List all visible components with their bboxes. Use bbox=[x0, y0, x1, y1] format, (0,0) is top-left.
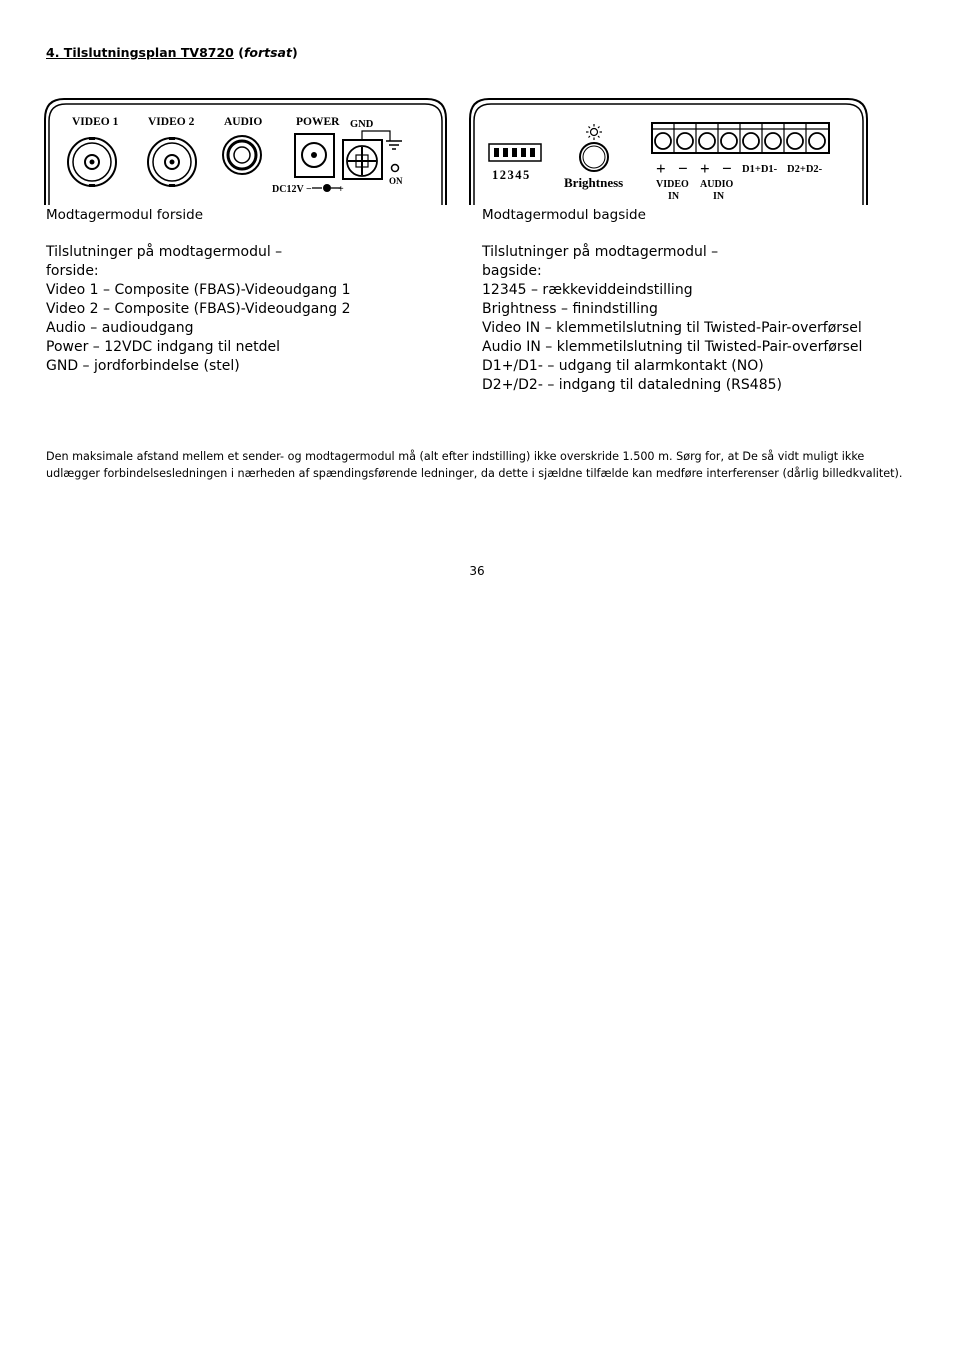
list-item: GND – jordforbindelse (stel) bbox=[46, 358, 240, 374]
power-socket-icon bbox=[295, 134, 334, 177]
terminal-block-icon bbox=[652, 123, 829, 153]
list-item: Brightness – finindstilling bbox=[482, 301, 658, 317]
section-heading: 4. Tilslutningsplan TV8720 (fortsat) bbox=[46, 45, 298, 60]
video2-label: VIDEO 2 bbox=[148, 116, 195, 128]
audio-label: AUDIO bbox=[224, 116, 263, 128]
on-led-icon bbox=[392, 165, 399, 172]
dip-switch-icon bbox=[489, 144, 541, 161]
video1-label: VIDEO 1 bbox=[72, 116, 119, 128]
video1-connector-icon bbox=[68, 137, 116, 187]
front-connections bbox=[46, 243, 466, 376]
back-caption: Modtagermodul bagside bbox=[482, 207, 646, 223]
list-item: D2+/D2- – indgang til dataledning (RS485) bbox=[482, 377, 782, 393]
dc-plus-label: + bbox=[338, 184, 344, 195]
video2-connector-icon bbox=[148, 137, 196, 187]
front-caption: Modtagermodul forside bbox=[46, 207, 204, 223]
d1-label: D1+D1- bbox=[742, 164, 778, 175]
video-minus-label: − bbox=[678, 159, 688, 178]
list-item: Video 1 – Composite (FBAS)-Videoudgang 1 bbox=[46, 282, 351, 298]
audio-jack-icon bbox=[223, 136, 261, 174]
page-number: 36 bbox=[469, 564, 485, 578]
ground-symbol-icon bbox=[386, 141, 402, 149]
d2-label: D2+D2- bbox=[787, 164, 823, 175]
audio-in-label: AUDIO bbox=[700, 179, 734, 190]
list-item: D1+/D1- – udgang til alarmkontakt (NO) bbox=[482, 358, 764, 374]
list-item: Video IN – klemmetilslutning til Twisted-Pair-overførsel bbox=[482, 320, 862, 336]
video-in-sub-label: IN bbox=[668, 191, 680, 202]
back-panel-diagram bbox=[469, 97, 869, 207]
power-label: POWER bbox=[296, 116, 340, 128]
list-item: Video 2 – Composite (FBAS)-Videoudgang 2 bbox=[46, 301, 351, 317]
section-suffix: fortsat bbox=[243, 45, 292, 60]
front-panel-diagram bbox=[44, 97, 448, 207]
polarity-symbol-icon bbox=[312, 184, 341, 192]
back-connections bbox=[482, 243, 922, 395]
distance-note: Den maksimale afstand mellem et sender- og modtagermodul må (alt efter indstilling) ikke overskride 1.500 m. Sørg for, at De så vidt muligt ikke udlægger forbindelsesledningen i nærheden af spændingsførende ledninger, da dette i sjældne tilfælde kan medføre interferenser (dårlig billedkvalitet). bbox=[46, 450, 903, 480]
list-item: Power – 12VDC indgang til netdel bbox=[46, 339, 281, 355]
back-connections-title-line1: Tilslutninger på modtagermodul – bbox=[482, 244, 719, 260]
video-in-label: VIDEO bbox=[656, 179, 689, 190]
on-label: ON bbox=[389, 176, 403, 186]
sun-icon bbox=[586, 124, 602, 140]
audio-plus-label: + bbox=[700, 159, 710, 178]
back-connections-title-line2: bagside: bbox=[482, 263, 542, 279]
section-title: 4. Tilslutningsplan TV8720 bbox=[46, 45, 234, 60]
front-connections-title-line1: Tilslutninger på modtagermodul – bbox=[46, 244, 283, 260]
audio-in-sub-label: IN bbox=[713, 191, 725, 202]
dip-label: 12345 bbox=[492, 168, 531, 182]
list-item: 12345 – rækkeviddeindstilling bbox=[482, 282, 693, 298]
dc-label: DC12V bbox=[272, 184, 304, 195]
front-connections-title-line2: forside: bbox=[46, 263, 99, 279]
dc-minus-label: − bbox=[306, 184, 312, 195]
audio-minus-label: − bbox=[722, 159, 732, 178]
gnd-terminal-icon bbox=[343, 131, 390, 179]
list-item: Audio – audioudgang bbox=[46, 320, 194, 336]
brightness-knob-icon bbox=[580, 143, 608, 171]
video-plus-label: + bbox=[656, 159, 666, 178]
list-item: Audio IN – klemmetilslutning til Twisted-Pair-overførsel bbox=[482, 339, 863, 355]
gnd-label: GND bbox=[350, 119, 374, 130]
brightness-label: Brightness bbox=[564, 175, 624, 190]
